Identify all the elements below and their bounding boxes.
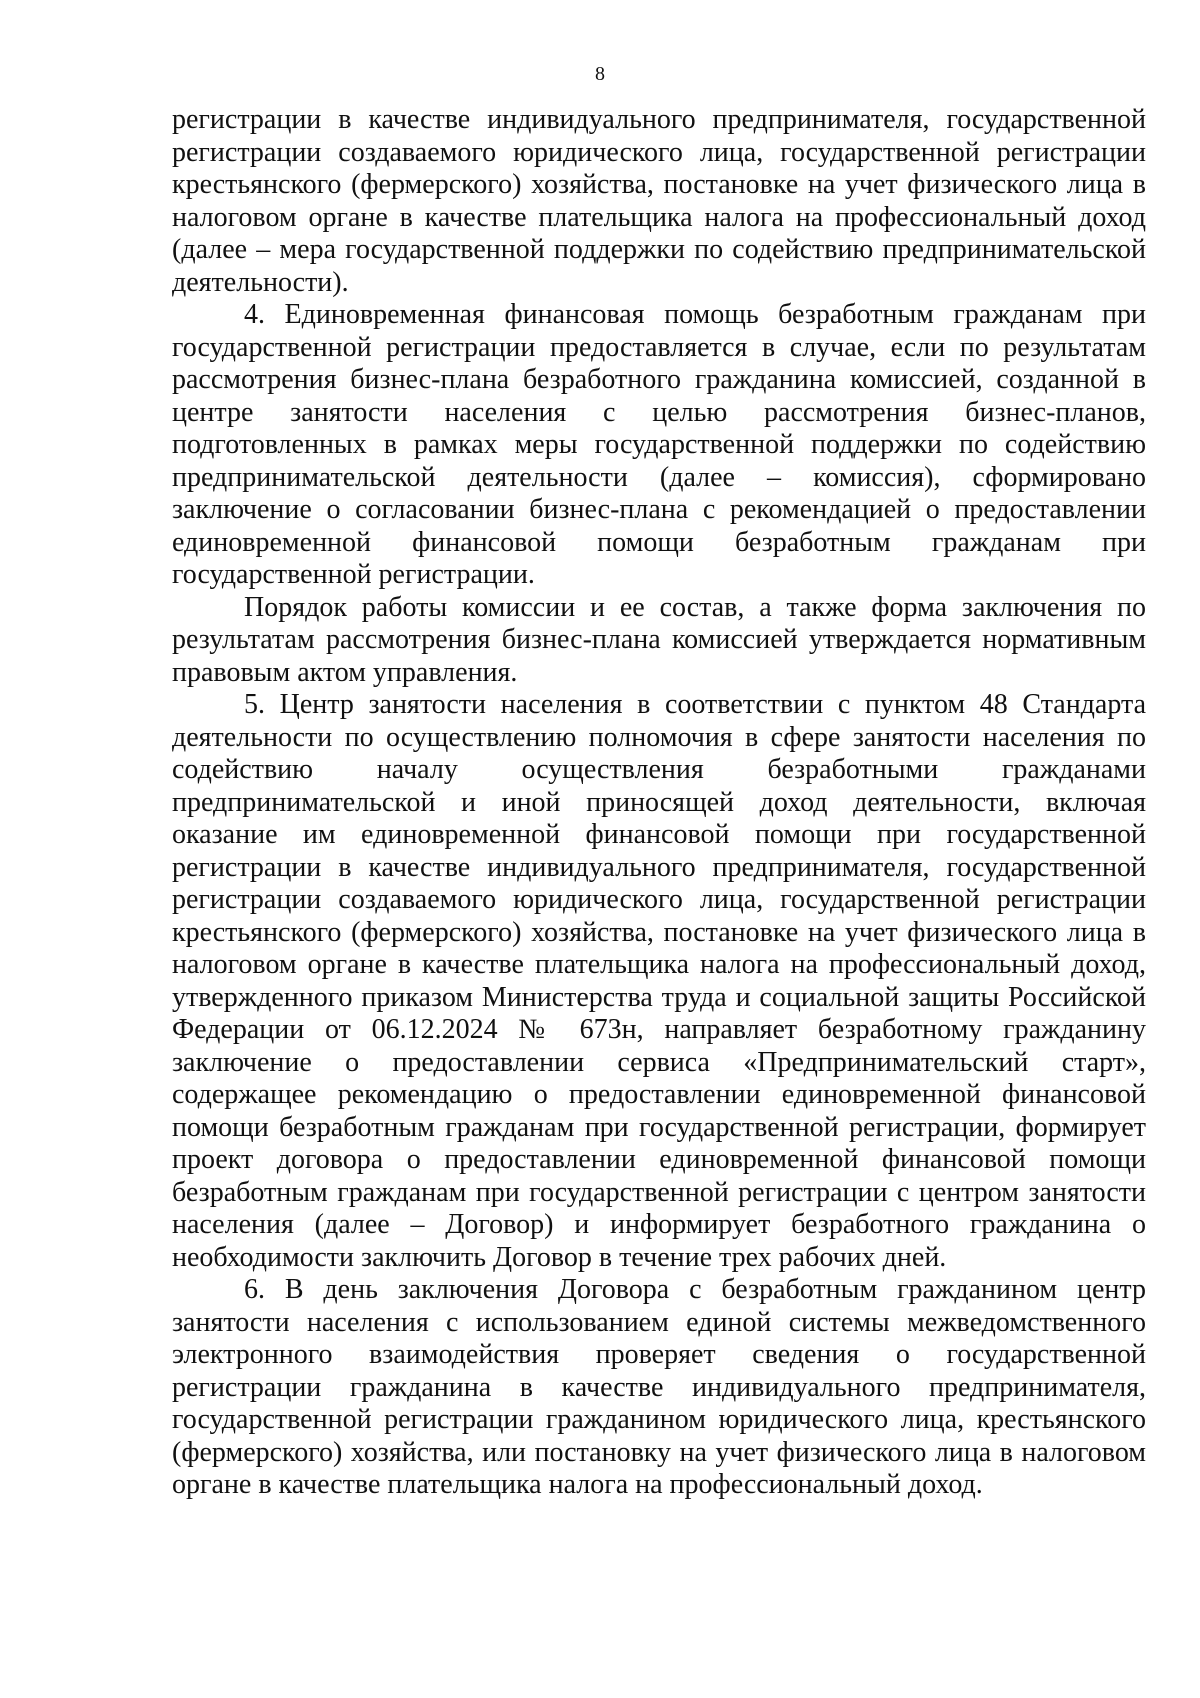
paragraph-item-5: 5. Центр занятости населения в соответствии с пунктом 48 Стандарта деятельности по осуществлению полномочия в сфере занятости населения по содействию началу осуществления безработными гражданами предпринимательской и иной приносящей доход деятельности, включая оказание им единовременной финансовой помощи при государственной регистрации в качестве индивидуального предпринимателя, государственной регистрации создаваемого юридического лица, государственной регистрации крестьянского (фермерского) хозяйства, постановке на учет физического лица в налоговом органе в качестве плательщика налога на профессиональный доход, утвержденного приказом Министерства труда и социальной защиты Российской Федерации от 06.12.2024 № 673н, направляет безработному гражданину заключение о предоставлении сервиса «Предпринимательский старт», содержащее рекомендацию о предоставлении единовременной финансовой помощи безработным гражданам при государственной регистрации, формирует проект договора о предоставлении единовременной финансовой помощи безработным гражданам при государственной регистрации с центром занятости населения (далее – Договор) и информирует безработного гражданина о необходимости заключить Договор в течение трех рабочих дней.	[172, 689, 1146, 1273]
page-number: 8	[595, 63, 605, 85]
paragraph-continuation: регистрации в качестве индивидуального предпринимателя, государственной регистрации создаваемого юридического лица, государственной регистрации крестьянского (фермерского) хозяйства, постановке на учет физического лица в налоговом органе в качестве плательщика налога на профессиональный доход (далее – мера государственной поддержки по содействию предпринимательской деятельности).	[172, 104, 1146, 298]
document-body	[172, 104, 1146, 1502]
paragraph-item-4: 4. Единовременная финансовая помощь безработным гражданам при государственной регистрации предоставляется в случае, если по результатам рассмотрения бизнес-плана безработного гражданина комиссией, созданной в центре занятости населения с целью рассмотрения бизнес-планов, подготовленных в рамках меры государственной поддержки по содействию предпринимательской деятельности (далее – комиссия), сформировано заключение о согласовании бизнес-плана с рекомендацией о предоставлении единовременной финансовой помощи безработным гражданам при государственной регистрации.	[172, 299, 1146, 590]
paragraph-commission-procedure: Порядок работы комиссии и ее состав, а также форма заключения по результатам рассмотрения бизнес-плана комиссией утверждается нормативным правовым актом управления.	[172, 591, 1146, 688]
paragraph-item-6: 6. В день заключения Договора с безработным гражданином центр занятости населения с использованием единой системы межведомственного электронного взаимодействия проверяет сведения о государственной регистрации гражданина в качестве индивидуального предпринимателя, государственной регистрации гражданином юридического лица, крестьянского (фермерского) хозяйства, или постановку на учет физического лица в налоговом органе в качестве плательщика налога на профессиональный доход.	[172, 1274, 1146, 1500]
